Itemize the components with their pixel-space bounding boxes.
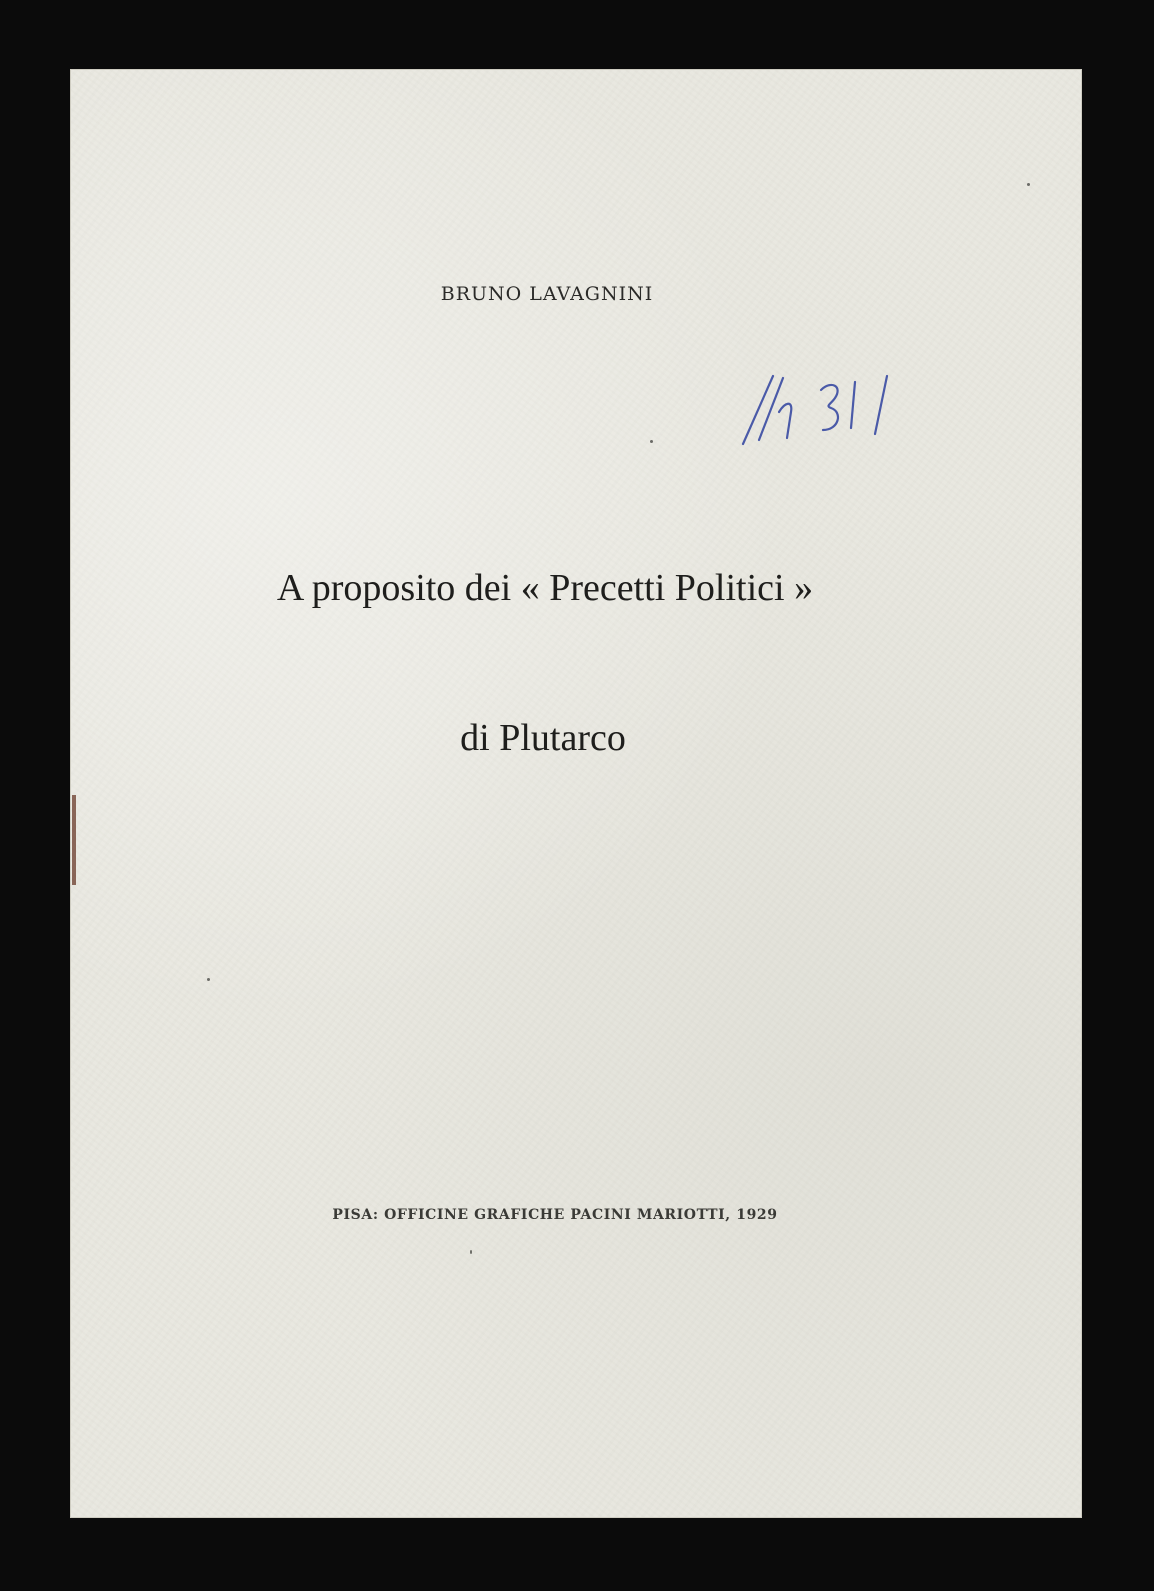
paper-speck bbox=[207, 978, 210, 981]
paper-speck bbox=[470, 1250, 472, 1254]
publisher-imprint: PISA: OFFICINE GRAFICHE PACINI MARIOTTI, 1929 bbox=[332, 1207, 778, 1223]
author-name: BRUNO LAVAGNINI bbox=[440, 283, 654, 305]
paper-speck bbox=[1027, 183, 1030, 186]
document-subtitle: di Plutarco bbox=[460, 717, 626, 759]
paper-speck bbox=[650, 440, 653, 443]
spine-binding bbox=[72, 795, 76, 885]
handwritten-shelfmark bbox=[735, 368, 905, 458]
document-title: A proposito dei « Precetti Politici » bbox=[276, 567, 814, 609]
